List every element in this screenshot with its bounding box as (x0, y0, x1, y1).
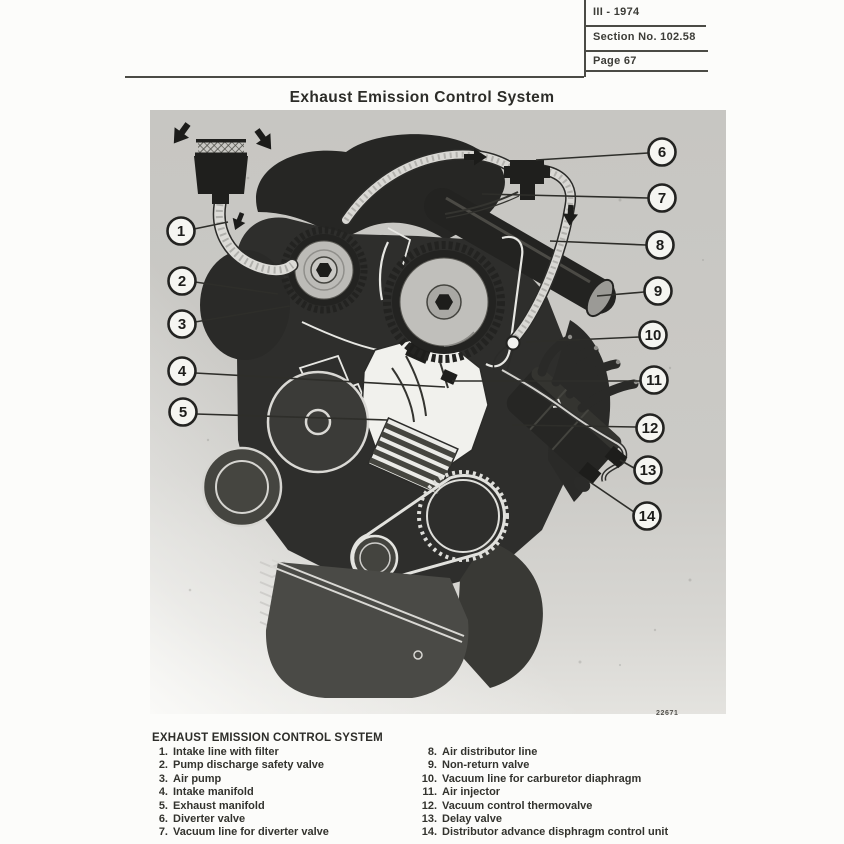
legend-item-label: Distributor advance disphragm control unit (442, 826, 669, 839)
legend-item-label: Exhaust manifold (173, 799, 265, 812)
legend-item-label: Vacuum line for carburetor diaphragm (442, 772, 642, 785)
water-pump-ring (203, 448, 281, 526)
legend-item-label: Air injector (442, 786, 501, 799)
legend-item-number: 14. (421, 826, 437, 839)
callout-number: 13 (639, 462, 657, 479)
figure-exhaust-emission-diagram (150, 110, 726, 714)
legend-item-number: 3. (158, 772, 168, 785)
callout-number: 2 (177, 273, 187, 290)
header-divider-2 (584, 50, 708, 52)
legend-item (413, 786, 723, 799)
legend-item-number: 2. (158, 759, 168, 772)
callout-number: 7 (657, 190, 667, 207)
header-vertical-divider (584, 0, 586, 77)
callout-number: 10 (644, 327, 662, 344)
legend-item (413, 813, 723, 826)
header-page: Page 67 (593, 55, 637, 67)
legend-item-number: 4. (158, 786, 168, 799)
legend-item-number: 13. (421, 813, 437, 826)
legend-column-left (150, 746, 430, 840)
legend-item-label: Vacuum line for diverter valve (173, 826, 329, 839)
legend-item-label: Air distributor line (442, 746, 538, 758)
legend-item (150, 826, 430, 839)
legend-item (413, 773, 723, 786)
legend-item (413, 826, 723, 839)
legend-item (150, 813, 430, 826)
engine-illustration (150, 110, 726, 714)
legend-item (150, 800, 430, 813)
callout-number: 6 (657, 144, 667, 161)
legend-heading: EXHAUST EMISSION CONTROL SYSTEM (152, 732, 383, 744)
crank-pulley (268, 372, 368, 472)
legend-item-number: 7. (158, 826, 168, 839)
legend-item (150, 746, 430, 759)
legend-item-label: Air pump (173, 772, 222, 785)
header-divider-1 (584, 25, 706, 27)
legend-item-number: 10. (421, 772, 437, 785)
legend-item (413, 800, 723, 813)
legend-item-number: 8. (427, 746, 437, 758)
callout-number: 8 (655, 237, 665, 254)
legend-item-label: Vacuum control thermovalve (442, 799, 593, 812)
callout-number: 11 (646, 372, 662, 389)
page-top-rule (125, 76, 584, 78)
legend-item (150, 759, 430, 772)
callout-number: 1 (176, 223, 186, 240)
callout-number: 9 (653, 283, 663, 300)
legend-item-label: Intake manifold (173, 786, 254, 799)
legend-item (413, 746, 723, 759)
legend-item-number: 1. (158, 746, 168, 758)
legend-item-label: Delay valve (442, 813, 502, 826)
oil-pan (266, 560, 469, 698)
page-title: Exhaust Emission Control System (289, 89, 555, 106)
legend-item (150, 773, 430, 786)
header-volume: III - 1974 (593, 6, 640, 18)
callout-number: 12 (641, 420, 659, 437)
legend-item-number: 11. (422, 786, 437, 799)
legend-item (413, 759, 723, 772)
callout-number: 4 (177, 363, 187, 380)
callout-number: 14 (638, 508, 656, 525)
legend-item-number: 5. (158, 799, 168, 812)
legend-item-label: Non-return valve (442, 759, 530, 772)
legend-column-right (413, 746, 723, 840)
callout-number: 3 (177, 316, 187, 333)
legend-item-number: 12. (421, 799, 437, 812)
legend-item-number: 9. (427, 759, 437, 772)
header-divider-3 (584, 70, 708, 72)
callout-number: 5 (178, 404, 188, 421)
figure-reference-number: 22671 (656, 710, 679, 717)
legend-item-label: Pump discharge safety valve (173, 759, 325, 772)
legend-item-label: Intake line with filter (173, 746, 279, 758)
header-section: Section No. 102.58 (593, 31, 696, 43)
legend-item-number: 6. (158, 813, 168, 826)
legend-item (150, 786, 430, 799)
legend-item-label: Diverter valve (173, 813, 246, 826)
